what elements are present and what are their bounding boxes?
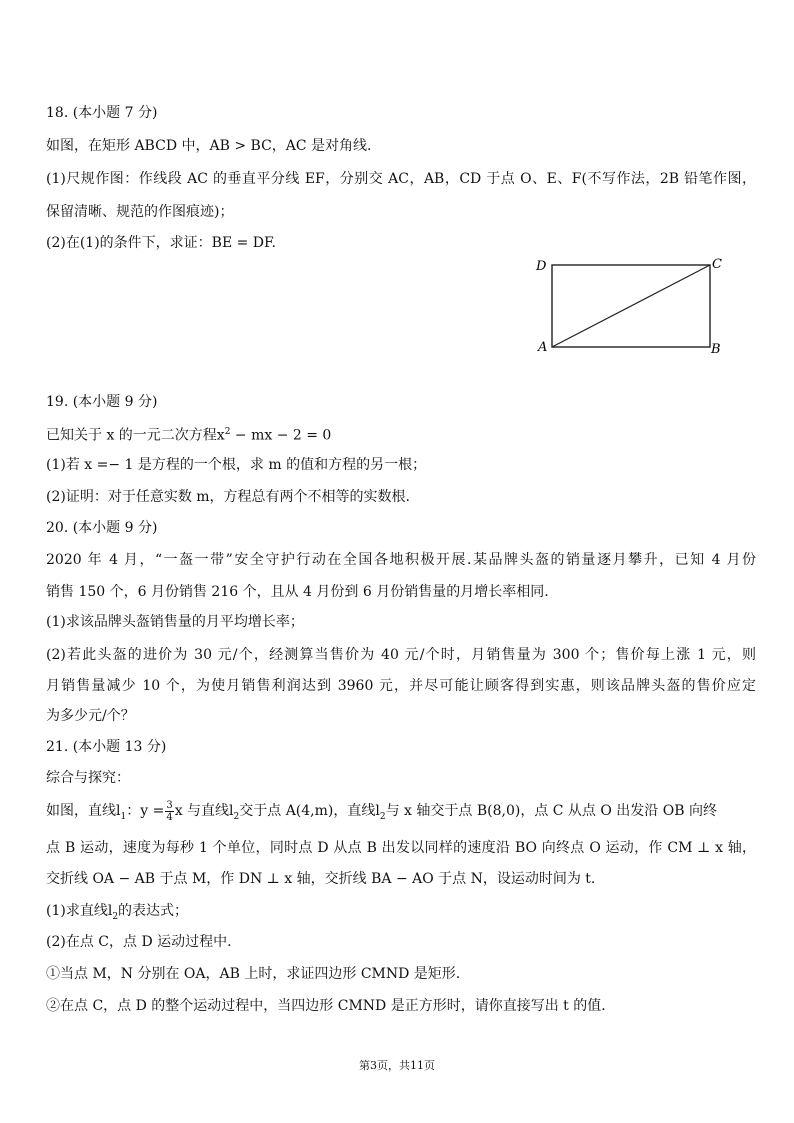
q20-part2-line1: (2)若此头盔的进价为 30 元/个，经测算当售价为 40 元/个时，月销售量为 300 个；售价每上涨 1 元，则 [46,647,756,663]
q18-header: 18. (本小题 7 分) [46,105,158,121]
q21-intro-line1: 如图，直线$l_1$：y = $\frac{3}{4}$ x 与直线$l_2$交于点 A(4,m)，直线$l_2$与 x 轴交于点 B(8,0)，点 C 从点 O 出发沿 OB 向终 [46,799,717,823]
page-footer: 第3页，共11页 [359,1059,435,1072]
q19-header: 19. (本小题 9 分) [46,394,158,410]
q19-intro: 已知关于 x 的一元二次方程$x^2$ − mx − 2 = 0 [46,427,332,444]
q21-part2-i: ①当点 M，N 分别在 OA，AB 上时，求证四边形 CMND 是矩形. [46,966,461,982]
q18-intro: 如图，在矩形 ABCD 中，AB > BC，AC 是对角线. [46,138,372,154]
diagonal-ac [552,265,710,347]
label-c: C [712,257,722,272]
q21-part1: (1)求直线$l_2$的表达式； [46,903,189,922]
q21-subtitle: 综合与探究： [46,770,130,786]
q19-part2: (2)证明：对于任意实数 m，方程总有两个不相等的实数根. [46,489,411,505]
q21-intro-line3: 交折线 OA − AB 于点 M，作 DN ⊥ x 轴，交折线 BA − AO 于点 N，设运动时间为 t. [46,871,596,887]
q18-part2: (2)在(1)的条件下，求证：BE = DF. [46,235,277,251]
q18-part1-line2: 保留清晰、规范的作图痕迹)； [46,204,234,220]
q20-part1: (1)求该品牌头盔销售量的月平均增长率； [46,614,304,630]
q21-part2-ii: ②在点 C，点 D 的整个运动过程中，当四边形 CMND 是正方形时，请你直接写出 t 的值. [46,998,606,1014]
label-a: A [538,340,548,355]
q20-header: 20. (本小题 9 分) [46,520,158,536]
q20-intro-line2: 销售 150 个，6 月份销售 216 个，且从 4 月份到 6 月份销售量的月增长率相同. [46,584,549,600]
q19-part1: (1)若 x =− 1 是方程的一个根，求 m 的值和方程的另一根； [46,457,427,473]
q21-part2: (2)在点 C，点 D 运动过程中. [46,934,232,950]
q21-intro-line2: 点 B 运动，速度为每秒 1 个单位，同时点 D 从点 B 出发以同样的速度沿 BO 向终点 O 运动，作 CM ⊥ x 轴， [46,840,756,856]
label-b: B [711,342,721,357]
q20-part2-line3: 为多少元/个？ [46,708,135,724]
q18-part1-line1: (1)尺规作图：作线段 AC 的垂直平分线 EF，分别交 AC，AB，CD 于点 O、E、F(不写作法，2B 铅笔作图， [46,171,756,187]
q20-intro-line1: 2020 年 4 月，“一盔一带”安全守护行动在全国各地积极开展.某品牌头盔的销量逐月攀升，已知 4 月份 [46,552,756,568]
q20-part2-line2: 月销售量减少 10 个，为使月销售利润达到 3960 元，并尽可能让顾客得到实惠，则该品牌头盔的售价应定 [46,678,756,694]
q21-header: 21. (本小题 13 分) [46,739,167,755]
fraction-three-quarters: $\frac{3}{4}$ [166,799,173,823]
rectangle-abcd-figure [530,252,730,362]
label-d: D [536,259,547,274]
